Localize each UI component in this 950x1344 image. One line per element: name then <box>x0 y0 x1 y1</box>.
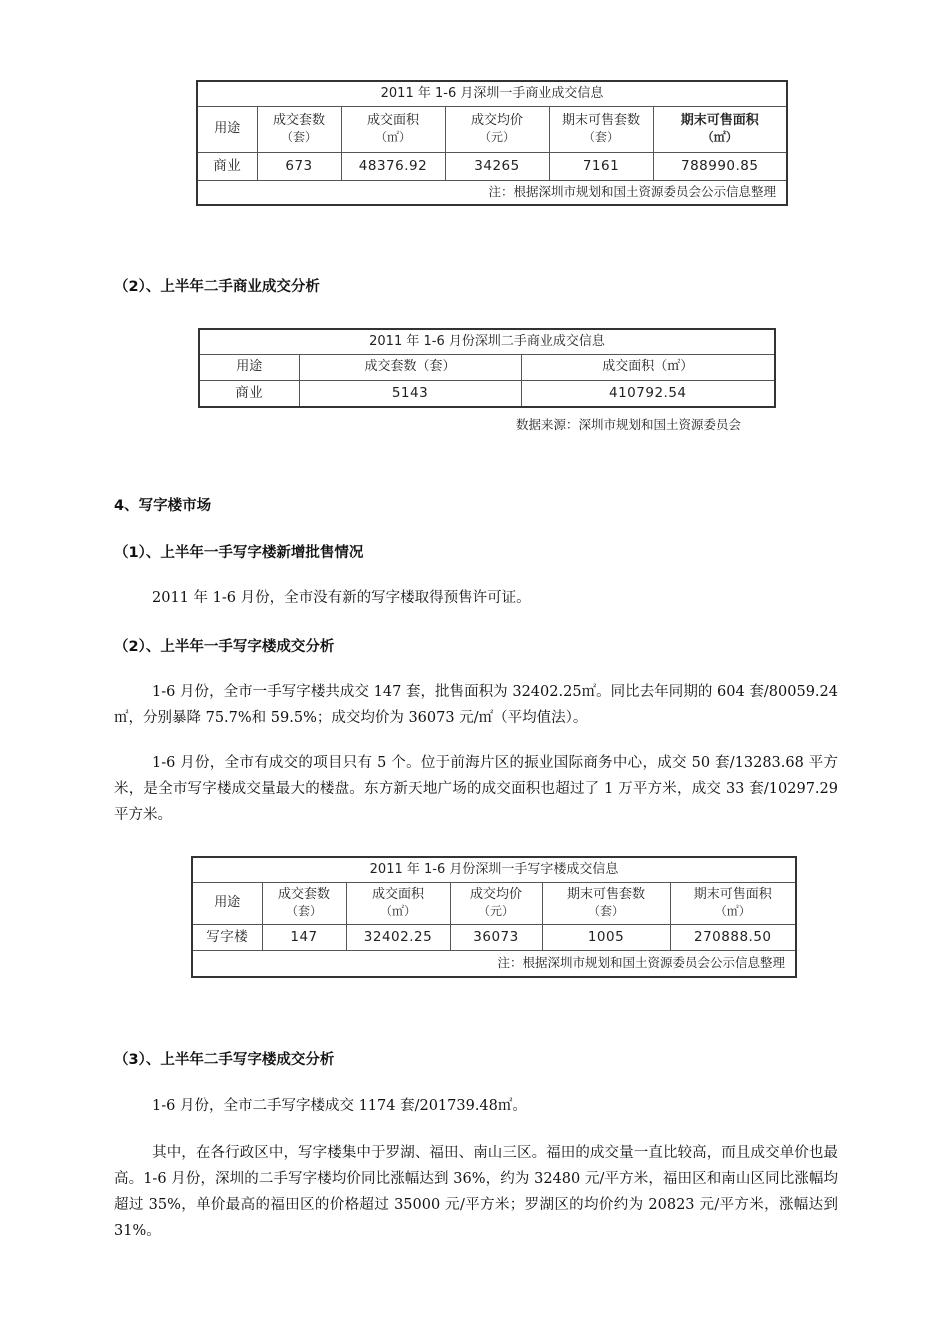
table-row <box>192 925 796 951</box>
table-cell: 147 <box>262 925 346 951</box>
section-heading: （2）、上半年二手商业成交分析 <box>114 279 320 295</box>
table-cell: 48376.92 <box>341 153 445 181</box>
table-cell: 36073 <box>450 925 542 951</box>
column-header: 用途 <box>199 355 299 381</box>
column-header: 成交均价 （元） <box>445 107 549 153</box>
table-note: 注：根据深圳市规划和国土资源委员会公示信息整理 <box>192 951 796 977</box>
table-title: 2011 年 1-6 月深圳一手商业成交信息 <box>197 81 787 107</box>
table-cell: 5143 <box>299 381 521 407</box>
column-header: 成交套数 （套） <box>262 883 346 925</box>
column-header: 用途 <box>197 107 257 153</box>
table-title: 2011 年 1-6 月份深圳二手商业成交信息 <box>199 329 775 355</box>
table-cell: 商业 <box>197 153 257 181</box>
column-header: 用途 <box>192 883 262 925</box>
table-row <box>197 153 787 181</box>
column-header: 成交均价 （元） <box>450 883 542 925</box>
column-header: 成交面积 （㎡） <box>341 107 445 153</box>
section-heading: （2）、上半年一手写字楼成交分析 <box>114 639 335 655</box>
table-title: 2011 年 1-6 月份深圳一手写字楼成交信息 <box>192 857 796 883</box>
table-cell: 商业 <box>199 381 299 407</box>
section-heading: （3）、上半年二手写字楼成交分析 <box>114 1052 335 1068</box>
column-header: 期末可售套数 （套） <box>549 107 653 153</box>
paragraph: 1-6 月份，全市有成交的项目只有 5 个。位于前海片区的振业国际商务中心，成交 50 套/13283.68 平方米，是全市写字楼成交量最大的楼盘。东方新天地广场的成交面积也超过了 1 万平方米，成交 33 套/10297.29 平方米。 <box>114 755 838 823</box>
table-commercial-first-hand <box>196 80 788 206</box>
table-commercial-second-hand <box>198 328 776 408</box>
table-cell: 673 <box>257 153 341 181</box>
table-cell: 788990.85 <box>653 153 787 181</box>
column-header: 期末可售面积 （㎡） <box>653 107 787 153</box>
section-heading: 4、写字楼市场 <box>114 498 212 514</box>
column-header: 期末可售面积 （㎡） <box>670 883 796 925</box>
table-cell: 7161 <box>549 153 653 181</box>
column-header: 成交面积（㎡） <box>521 355 775 381</box>
table-office-first-hand <box>191 856 797 978</box>
table-note: 注：根据深圳市规划和国土资源委员会公示信息整理 <box>197 181 787 205</box>
table-cell: 1005 <box>542 925 670 951</box>
table-row <box>199 381 775 407</box>
column-header: 成交套数 （套） <box>257 107 341 153</box>
paragraph: 2011 年 1-6 月份，全市没有新的写字楼取得预售许可证。 <box>152 590 531 606</box>
paragraph: 其中，在各行政区中，写字楼集中于罗湖、福田、南山三区。福田的成交量一直比较高，而且成交单价也最高。1-6 月份，深圳的二手写字楼均价同比涨幅达到 36%，约为 32480 元/平方米，福田区和南山区同比涨幅均超过 35%，单价最高的福田区的价格超过 35000 元/平方米；罗湖区的均价约为 20823 元/平方米，涨幅达到 31%。 <box>114 1145 838 1239</box>
paragraph: 1-6 月份，全市一手写字楼共成交 147 套，批售面积为 32402.25㎡。同比去年同期的 604 套/80059.24㎡，分别暴降 75.7%和 59.5%；成交均价为 36073 元/㎡（平均值法）。 <box>114 684 838 726</box>
table-source: 数据来源：深圳市规划和国土资源委员会 <box>516 417 742 432</box>
column-header: 成交套数（套） <box>299 355 521 381</box>
column-header: 成交面积 （㎡） <box>346 883 450 925</box>
table-cell: 410792.54 <box>521 381 775 407</box>
table-cell: 32402.25 <box>346 925 450 951</box>
table-cell: 34265 <box>445 153 549 181</box>
column-header: 期末可售套数 （套） <box>542 883 670 925</box>
table-cell: 270888.50 <box>670 925 796 951</box>
table-cell: 写字楼 <box>192 925 262 951</box>
section-heading: （1）、上半年一手写字楼新增批售情况 <box>114 545 364 561</box>
paragraph: 1-6 月份，全市二手写字楼成交 1174 套/201739.48㎡。 <box>152 1098 527 1114</box>
